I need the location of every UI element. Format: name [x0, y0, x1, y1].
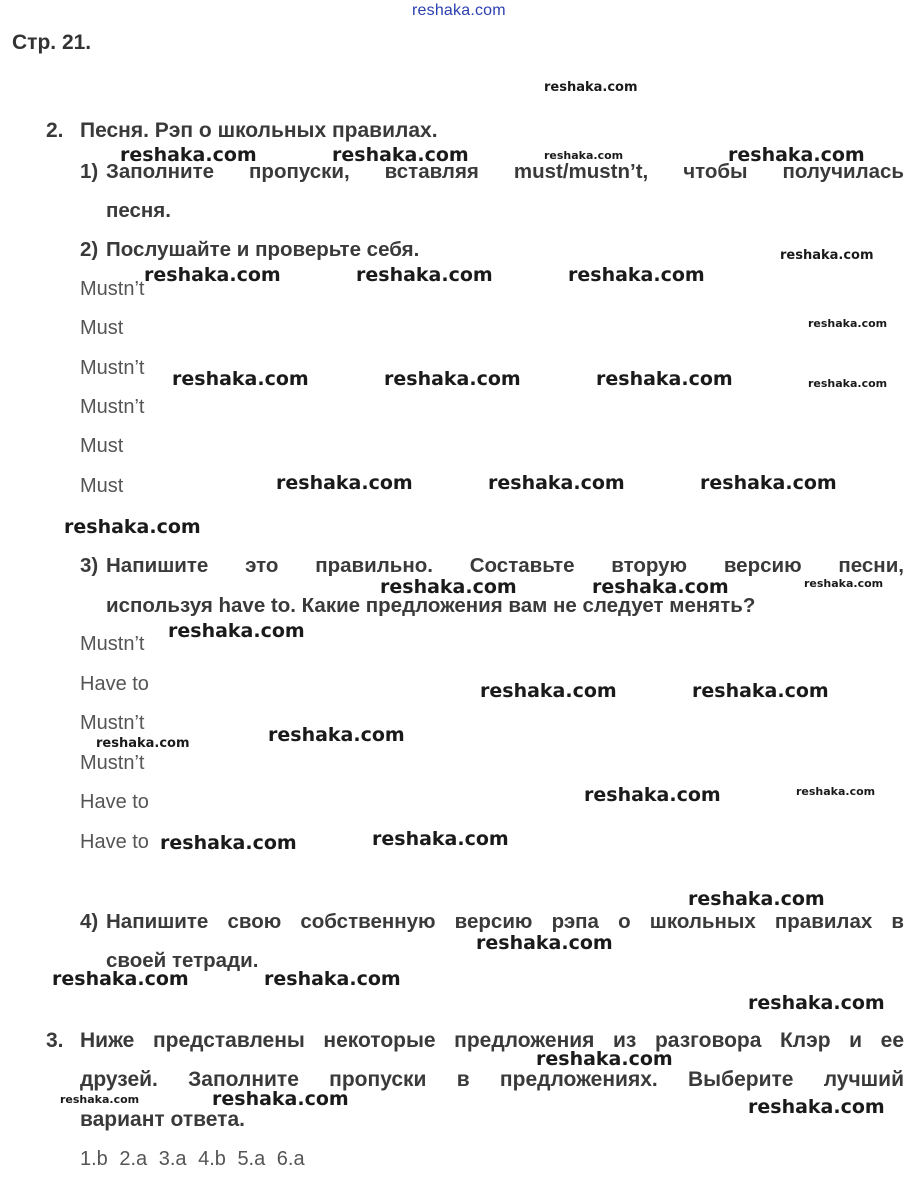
- watermark: reshaka.com: [804, 577, 884, 590]
- page-reference: Стр. 21.: [12, 31, 92, 54]
- step-3-answer-4: Mustn’t: [80, 752, 145, 774]
- step-2-answer-4: Mustn’t: [80, 396, 145, 418]
- task-3-answers: 1.b 2.a 3.a 4.b 5.a 6.a: [80, 1148, 305, 1170]
- site-logo[interactable]: reshaka.com: [412, 2, 506, 19]
- step-1-line-1: Заполните пропуски, вставляя must/mustn’t, чтобы получилась: [106, 160, 904, 183]
- step-4-line-1: Напишите свою собственную версию рэпа о школьных правилах в: [106, 910, 904, 933]
- watermark: reshaka.com: [748, 992, 885, 1014]
- step-3-number: 3): [80, 554, 99, 577]
- watermark: reshaka.com: [592, 576, 729, 598]
- watermark: reshaka.com: [780, 248, 874, 263]
- step-2-number: 2): [80, 238, 99, 261]
- watermark: reshaka.com: [276, 472, 413, 494]
- step-3-answer-2: Have to: [80, 673, 149, 695]
- watermark: reshaka.com: [52, 968, 189, 990]
- watermark: reshaka.com: [356, 264, 493, 286]
- step-3-line-2: используя have to. Какие предложения вам не следует менять?: [106, 594, 756, 617]
- watermark: reshaka.com: [168, 620, 305, 642]
- watermark: reshaka.com: [332, 144, 469, 166]
- watermark: reshaka.com: [796, 785, 876, 798]
- task-3-line-1: Ниже представлены некоторые предложения из разговора Клэр и ее: [80, 1029, 904, 1052]
- watermark: reshaka.com: [688, 888, 825, 910]
- watermark: reshaka.com: [728, 144, 865, 166]
- watermark: reshaka.com: [144, 264, 281, 286]
- step-4-line-2: своей тетради.: [106, 949, 259, 972]
- task-3-line-3: вариант ответа.: [80, 1108, 245, 1131]
- watermark: reshaka.com: [96, 736, 190, 751]
- watermark: reshaka.com: [64, 516, 201, 538]
- watermark: reshaka.com: [748, 1096, 885, 1118]
- watermark: reshaka.com: [544, 80, 638, 95]
- task-3-number: 3.: [46, 1029, 64, 1052]
- watermark: reshaka.com: [480, 680, 617, 702]
- task-3-line-2: друзей. Заполните пропуски в предложениях. Выберите лучший: [80, 1068, 904, 1091]
- watermark: reshaka.com: [692, 680, 829, 702]
- watermark: reshaka.com: [536, 1048, 673, 1070]
- watermark: reshaka.com: [544, 149, 624, 162]
- task-2-number: 2.: [46, 119, 64, 142]
- watermark: reshaka.com: [384, 368, 521, 390]
- watermark: reshaka.com: [700, 472, 837, 494]
- watermark: reshaka.com: [264, 968, 401, 990]
- watermark: reshaka.com: [808, 317, 888, 330]
- watermark: reshaka.com: [488, 472, 625, 494]
- watermark: reshaka.com: [596, 368, 733, 390]
- step-1-number: 1): [80, 160, 99, 183]
- watermark: reshaka.com: [172, 368, 309, 390]
- step-2-answer-5: Must: [80, 435, 124, 457]
- watermark: reshaka.com: [568, 264, 705, 286]
- watermark: reshaka.com: [372, 828, 509, 850]
- watermark: reshaka.com: [60, 1093, 140, 1106]
- watermark: reshaka.com: [212, 1088, 349, 1110]
- step-1-line-2: песня.: [106, 199, 171, 222]
- step-3-answer-5: Have to: [80, 791, 149, 813]
- watermark: reshaka.com: [120, 144, 257, 166]
- step-4-number: 4): [80, 910, 99, 933]
- step-2-answer-6: Must: [80, 475, 124, 497]
- watermark: reshaka.com: [268, 724, 405, 746]
- watermark: reshaka.com: [476, 932, 613, 954]
- step-2-answer-3: Mustn’t: [80, 357, 145, 379]
- step-2-answer-1: Mustn’t: [80, 278, 145, 300]
- watermark: reshaka.com: [584, 784, 721, 806]
- watermark: reshaka.com: [808, 377, 888, 390]
- step-2-answer-2: Must: [80, 317, 124, 339]
- step-3-answer-1: Mustn’t: [80, 633, 145, 655]
- task-2-title: Песня. Рэп о школьных правилах.: [80, 119, 438, 142]
- watermark: reshaka.com: [380, 576, 517, 598]
- step-3-answer-6: Have to: [80, 831, 149, 853]
- step-3-line-1: Напишите это правильно. Составьте вторую версию песни,: [106, 554, 904, 577]
- step-2-text: Послушайте и проверьте себя.: [106, 238, 420, 261]
- watermark: reshaka.com: [160, 832, 297, 854]
- step-3-answer-3: Mustn’t: [80, 712, 145, 734]
